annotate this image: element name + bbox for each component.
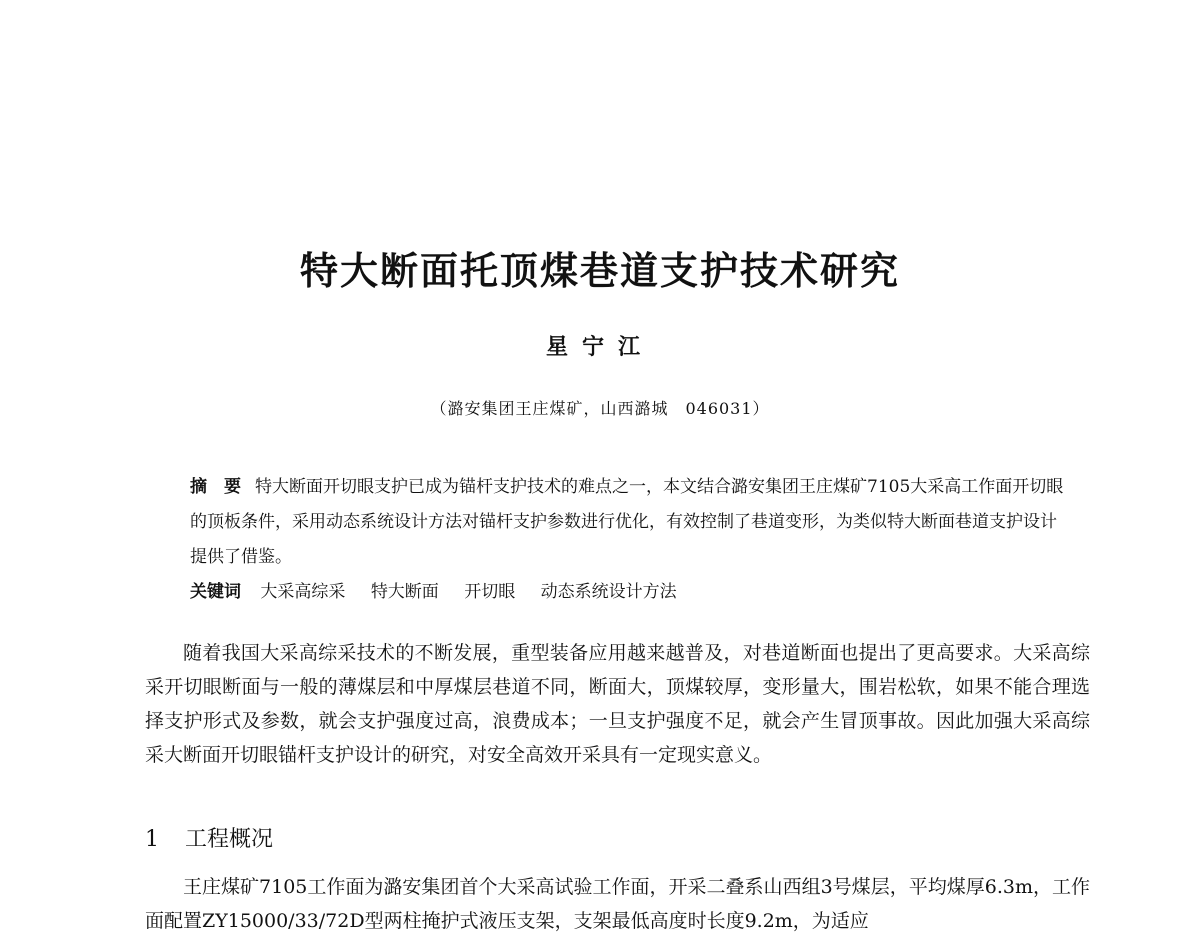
intro-paragraph: 随着我国大采高综采技术的不断发展，重型装备应用越来越普及，对巷道断面也提出了更高要求。大采高综采开切眼断面与一般的薄煤层和中厚煤层巷道不同，断面大，顶煤较厚，变形量大，围岩松软，如果不能合理选择支护形式及参数，就会支护强度过高，浪费成本；一旦支护强度不足，就会产生冒顶事故。因此加强大采高综采大断面开切眼锚杆支护设计的研究，对安全高效开采具有一定现实意义。 [145,642,1090,766]
keywords-label: 关键词 [190,582,241,602]
keywords-line [190,575,1070,610]
affiliation: （潞安集团王庄煤矿，山西潞城 046031） [430,399,770,418]
introduction [145,636,1090,772]
abstract-paragraph [190,470,1070,575]
section-heading [145,822,273,853]
keyword: 开切眼 [464,582,516,602]
keyword: 大采高综采 [260,582,346,602]
author-name: 星宁江 [545,334,654,360]
section-title: 工程概况 [185,827,274,852]
paper-title: 特大断面托顶煤巷道支护技术研究 [299,249,900,293]
keyword: 特大断面 [370,582,439,602]
abstract-label: 摘 要 [190,477,241,497]
section-1-paragraph: 王庄煤矿7105工作面为潞安集团首个大采高试验工作面，开采二叠系山西组3号煤层，平均煤厚6.3m，工作面配置ZY15000/33/72D型两柱掩护式液压支架，支架最低高度时长度9.2m，为适应 [145,876,1090,932]
abstract-block [190,470,1070,610]
keyword: 动态系统设计方法 [540,582,677,602]
section-1-body [145,870,1090,938]
section-number: 1 [145,827,159,852]
abstract-text: 特大断面开切眼支护已成为锚杆支护技术的难点之一，本文结合潞安集团王庄煤矿7105大采高工作面开切眼的顶板条件，采用动态系统设计方法对锚杆支护参数进行优化，有效控制了巷道变形，为类似特大断面巷道支护设计提供了借鉴。 [190,477,1064,567]
